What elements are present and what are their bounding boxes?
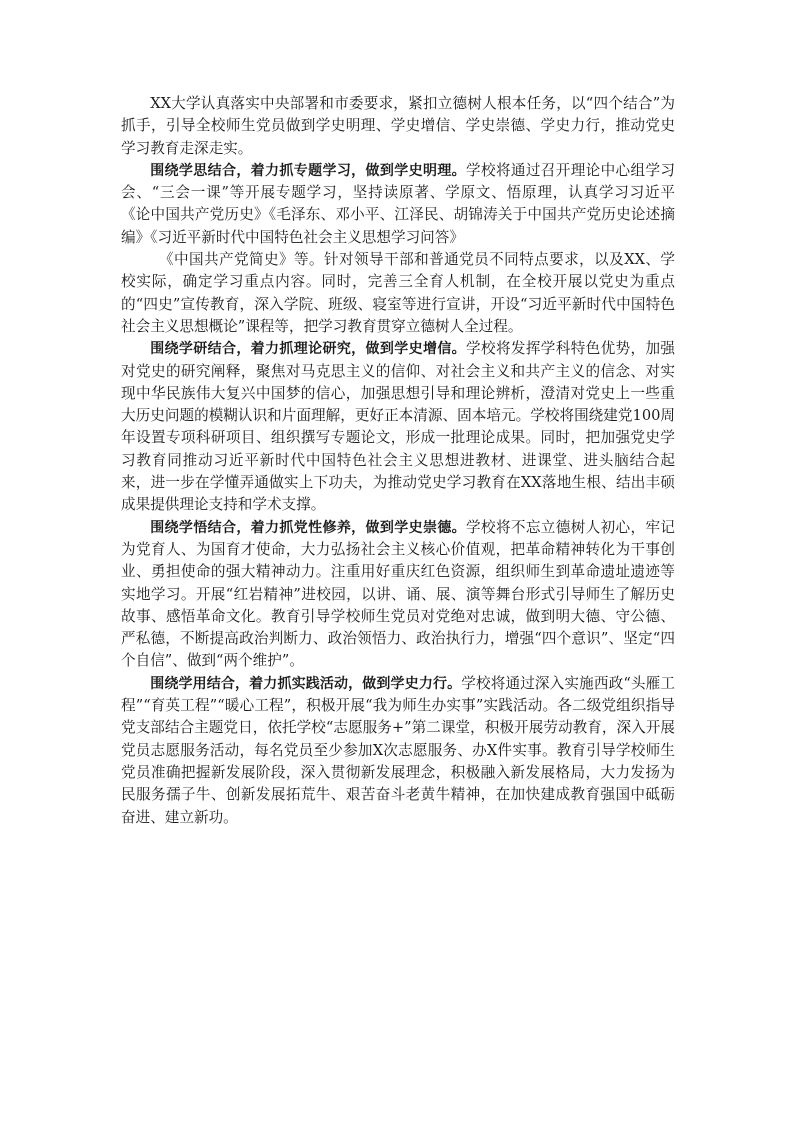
document-page bbox=[121, 93, 675, 829]
section-body-study-understanding: 学校将不忘立德树人初心，牢记为党育人、为国育才使命，大力弘扬社会主义核心价值观，把革命精神转化为干事创业、勇担使命的强大精神动力。注重用好重庆红色资源，组织师生到革命遗址遗迹等实地学习。开展“红岩精神”进校园，以讲、诵、展、演等舞台形式引导师生了解历史故事、感悟革命文化。教育引导学校师生党员对党绝对忠诚，做到明大德、守公德、严私德，不断提高政治判断力、政治领悟力、政治执行力，增强“四个意识”、坚定“四个自信”、做到“两个维护”。 bbox=[121, 518, 675, 670]
section-body-study-research: 学校将发挥学科特色优势，加强对党史的研究阐释，聚焦对马克思主义的信仰、对社会主义和共产主义的信念、对实现中华民族伟大复兴中国梦的信心，加强思想引导和理论辨析，澄清对党史上一些重大历史问题的模糊认识和片面理解，更好正本清源、固本培元。学校将围绕建党100周年设置专项科研项目、组织撰写专题论文，形成一批理论成果。同时，把加强党史学习教育同推动习近平新时代中国特色社会主义思想进教材、进课堂、进头脑结合起来，进一步在学懂弄通做实上下功夫，为推动党史学习教育在XX落地生根、结出丰硕成果提供理论支持和学术支撑。 bbox=[121, 340, 675, 514]
section-paragraph-study-thinking bbox=[121, 160, 675, 249]
section-lead-study-thinking: 围绕学思结合，着力抓专题学习，做到学史明理。 bbox=[150, 162, 467, 179]
intro-paragraph: XX大学认真落实中央部署和市委要求，紧扣立德树人根本任务，以“四个结合”为抓手，引导全校师生党员做到学史明理、学史增信、学史崇德、学史力行，推动党史学习教育走深走实。 bbox=[121, 95, 675, 157]
section-paragraph-study-research bbox=[121, 338, 675, 516]
section-lead-study-research: 围绕学研结合，着力抓理论研究，做到学史增信。 bbox=[150, 341, 467, 358]
section-lead-study-practice: 围绕学用结合，着力抓实践活动，做到学史力行。 bbox=[150, 675, 462, 692]
section-lead-study-understanding: 围绕学悟结合，着力抓党性修养，做到学史崇德。 bbox=[150, 519, 467, 536]
section-body-study-practice: 学校将通过深入实施西政“头雁工程”“育英工程”“暖心工程”，积极开展“我为师生办实事”实践活动。各二级党组织指导党支部结合主题党日，依托学校“志愿服务+”第二课堂，积极开展劳动教育，深入开展党员志愿服务活动，每名党员至少参加X次志愿服务、办X件实事。教育引导学校师生党员准确把握新发展阶段，深入贯彻新发展理念，积极融入新发展格局，大力发扬为民服务孺子牛、创新发展拓荒牛、艰苦奋斗老黄牛精神，在加快建成教育强国中砥砺奋进、建立新功。 bbox=[121, 674, 675, 826]
section-body-study-thinking: 学校将通过召开理论中心组学习会、“三会一课”等开展专题学习，坚持读原著、学原文、悟原理，认真学习习近平《论中国共产党历史》《毛泽东、邓小平、江泽民、胡锦涛关于中国共产党历史论述摘编》《习近平新时代中国特色社会主义思想学习问答》 bbox=[121, 161, 675, 246]
section-continuation-study-thinking: 《中国共产党简史》等。针对领导干部和普通党员不同特点要求，以及XX、学校实际，确定学习重点内容。同时，完善三全育人机制，在全校开展以党史为重点的“四史”宣传教育，深入学院、班级、寝室等进行宣讲，开设“习近平新时代中国特色社会主义思想概论”课程等，把学习教育贯穿立德树人全过程。 bbox=[121, 251, 675, 335]
section-paragraph-study-practice bbox=[121, 673, 675, 829]
section-paragraph-study-understanding bbox=[121, 517, 675, 673]
